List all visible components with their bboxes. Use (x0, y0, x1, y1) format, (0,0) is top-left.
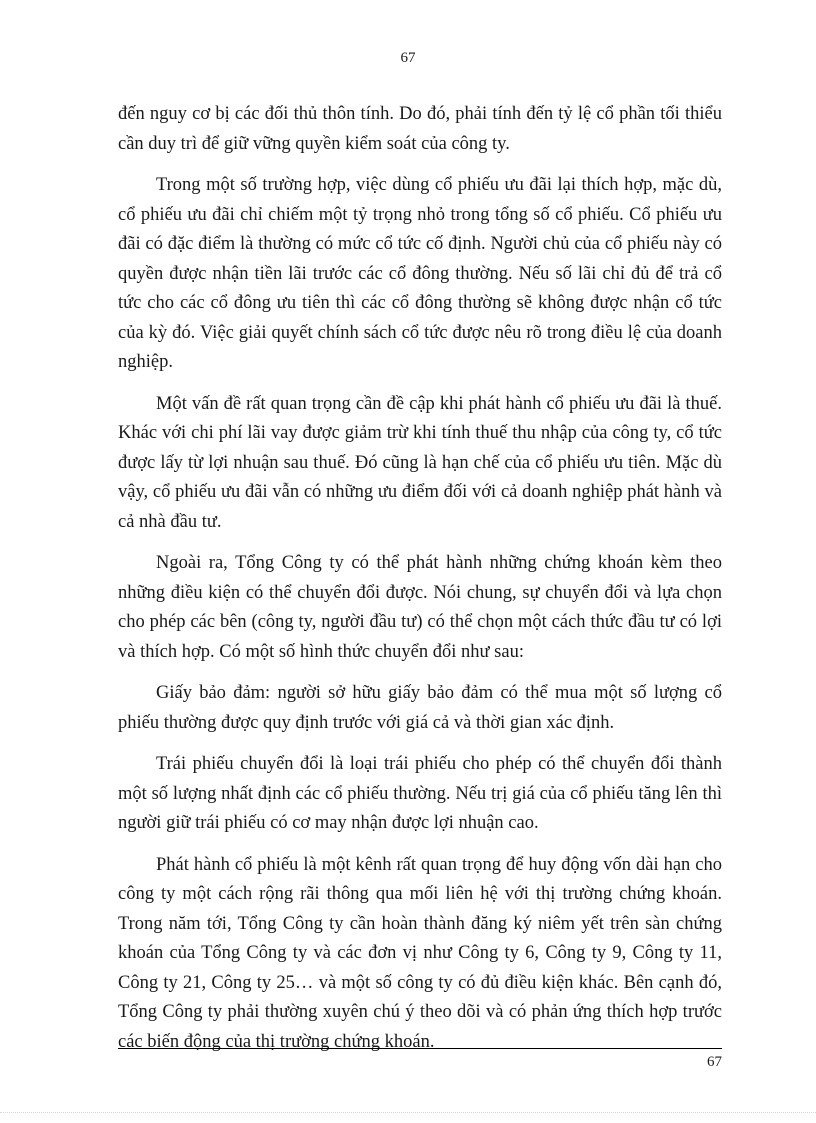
header-page-number: 67 (400, 50, 416, 66)
paragraph-warrants: Giấy bảo đảm: người sở hữu giấy bảo đảm có thể mua một số lượng cổ phiếu thường được quy định trước với giá cả và thời gian xác định. (118, 683, 722, 733)
document-body (118, 100, 722, 1069)
footer-page-number: 67 (707, 1054, 722, 1070)
paragraph-convertible-bonds: Trái phiếu chuyển đổi là loại trái phiếu cho phép có thể chuyển đổi thành một số lượng nhất định các cổ phiếu thường. Nếu trị giá của cổ phiếu tăng lên thì người giữ trái phiếu có cơ may nhận được lợi nhuận cao. (118, 754, 722, 833)
paragraph-stock-issuance: Phát hành cổ phiếu là một kênh rất quan trọng để huy động vốn dài hạn cho công ty một cách rộng rãi thông qua mối liên hệ với thị trường chứng khoán. Trong năm tới, Tổng Công ty cần hoàn thành đăng ký niêm yết trên sàn chứng khoán của Tổng Công ty và các đơn vị như Công ty 6, Công ty 9, Công ty 11, Công ty 21, Công ty 25… và một số công ty có đủ điều kiện khác. Bên cạnh đó, Tổng Công ty phải thường xuyên chú ý theo dõi và có phản ứng thích hợp trước các biến động của thị trường chứng khoán. (118, 854, 722, 1052)
paragraph-continuation: đến nguy cơ bị các đối thủ thôn tính. Do đó, phải tính đến tỷ lệ cổ phần tối thiểu cần duy trì để giữ vững quyền kiểm soát của công ty. (118, 104, 722, 154)
footer-divider (118, 1048, 722, 1049)
paragraph-tax-issue: Một vấn đề rất quan trọng cần đề cập khi phát hành cổ phiếu ưu đãi là thuế. Khác với chi phí lãi vay được giảm trừ khi tính thuế thu nhập của công ty, cổ tức được lấy từ lợi nhuận sau thuế. Đó cũng là hạn chế của cổ phiếu ưu tiên. Mặc dù vậy, cổ phiếu ưu đãi vẫn có những ưu điểm đối với cả doanh nghiệp phát hành và cả nhà đầu tư. (118, 393, 722, 532)
paragraph-convertible-securities: Ngoài ra, Tổng Công ty có thể phát hành những chứng khoán kèm theo những điều kiện có thể chuyển đổi được. Nói chung, sự chuyển đổi và lựa chọn cho phép các bên (công ty, người đầu tư) có thể chọn một cách thức đầu tư có lợi và thích hợp. Có một số hình thức chuyển đổi như sau: (118, 553, 722, 662)
page-edge-dots (0, 1112, 816, 1113)
paragraph-preferred-shares: Trong một số trường hợp, việc dùng cổ phiếu ưu đãi lại thích hợp, mặc dù, cổ phiếu ưu đãi chỉ chiếm một tỷ trọng nhỏ trong tổng số cổ phiếu. Cổ phiếu ưu đãi có đặc điểm là thường có mức cổ tức cố định. Người chủ của cổ phiếu này có quyền được nhận tiền lãi trước các cổ đông thường. Nếu số lãi chỉ đủ để trả cổ tức cho các cổ đông ưu tiên thì các cổ đông thường sẽ không được nhận cổ tức của kỳ đó. Việc giải quyết chính sách cổ tức được nêu rõ trong điều lệ của doanh nghiệp. (118, 175, 722, 372)
